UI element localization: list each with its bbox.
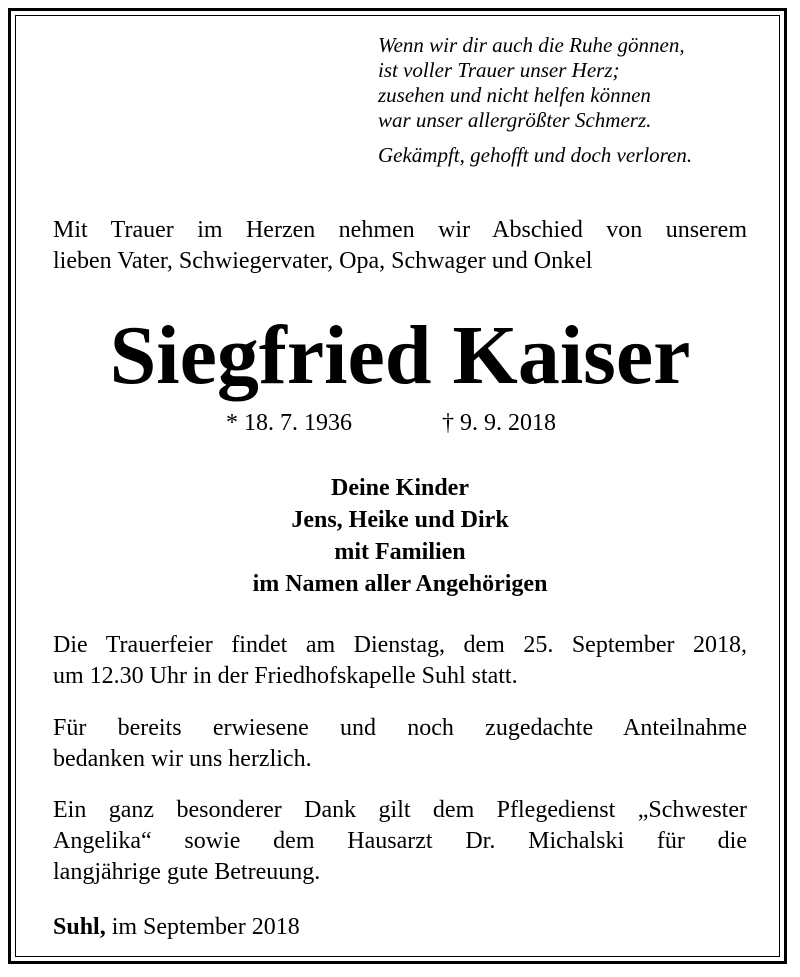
intro-paragraph	[53, 215, 747, 277]
poem-line: ist voller Trauer unser Herz;	[378, 58, 620, 82]
intro-line: lieben Vater, Schwiegervater, Opa, Schwager und Onkel	[53, 248, 593, 274]
mourners-line: Deine Kinder	[331, 475, 469, 501]
special-thanks-line: Ein ganz besonderer Dank gilt dem Pflegedienst „Schwester	[53, 797, 747, 823]
poem-line: Wenn wir dir auch die Ruhe gönnen,	[378, 33, 685, 57]
special-thanks-line: langjährige gute Betreuung.	[53, 859, 321, 885]
mourners-line: im Namen aller Angehörigen	[252, 571, 548, 597]
service-paragraph	[53, 630, 747, 692]
special-thanks-paragraph	[53, 795, 747, 888]
signature-place: Suhl,	[53, 914, 106, 940]
death-date: † 9. 9. 2018	[442, 410, 556, 436]
poem-closing-line: Gekämpft, gehofft und doch verloren.	[378, 143, 693, 167]
thanks-line: Für bereits erwiesene und noch zugedachte Anteilnahme	[53, 715, 747, 741]
intro-line: Mit Trauer im Herzen nehmen wir Abschied von unserem	[53, 217, 747, 243]
deceased-name: Siegfried Kaiser	[109, 309, 691, 402]
thanks-line: bedanken wir uns herzlich.	[53, 746, 312, 772]
signature-line	[53, 912, 747, 943]
memorial-poem	[378, 33, 758, 168]
thanks-paragraph	[53, 713, 747, 775]
special-thanks-line: Angelika“ sowie dem Hausarzt Dr. Michalski für die	[53, 828, 747, 854]
poem-line: zusehen und nicht helfen können	[378, 83, 651, 107]
mourners-line: mit Familien	[334, 539, 466, 565]
poem-line: war unser allergrößter Schmerz.	[378, 108, 652, 132]
service-line: Die Trauerfeier findet am Dienstag, dem 25. September 2018,	[53, 632, 747, 658]
signature-date: im September 2018	[111, 914, 300, 940]
mourners-block	[0, 472, 800, 600]
birth-date: * 18. 7. 1936	[226, 410, 352, 436]
mourners-line: Jens, Heike und Dirk	[291, 507, 509, 533]
service-line: um 12.30 Uhr in der Friedhofskapelle Suhl statt.	[53, 663, 518, 689]
